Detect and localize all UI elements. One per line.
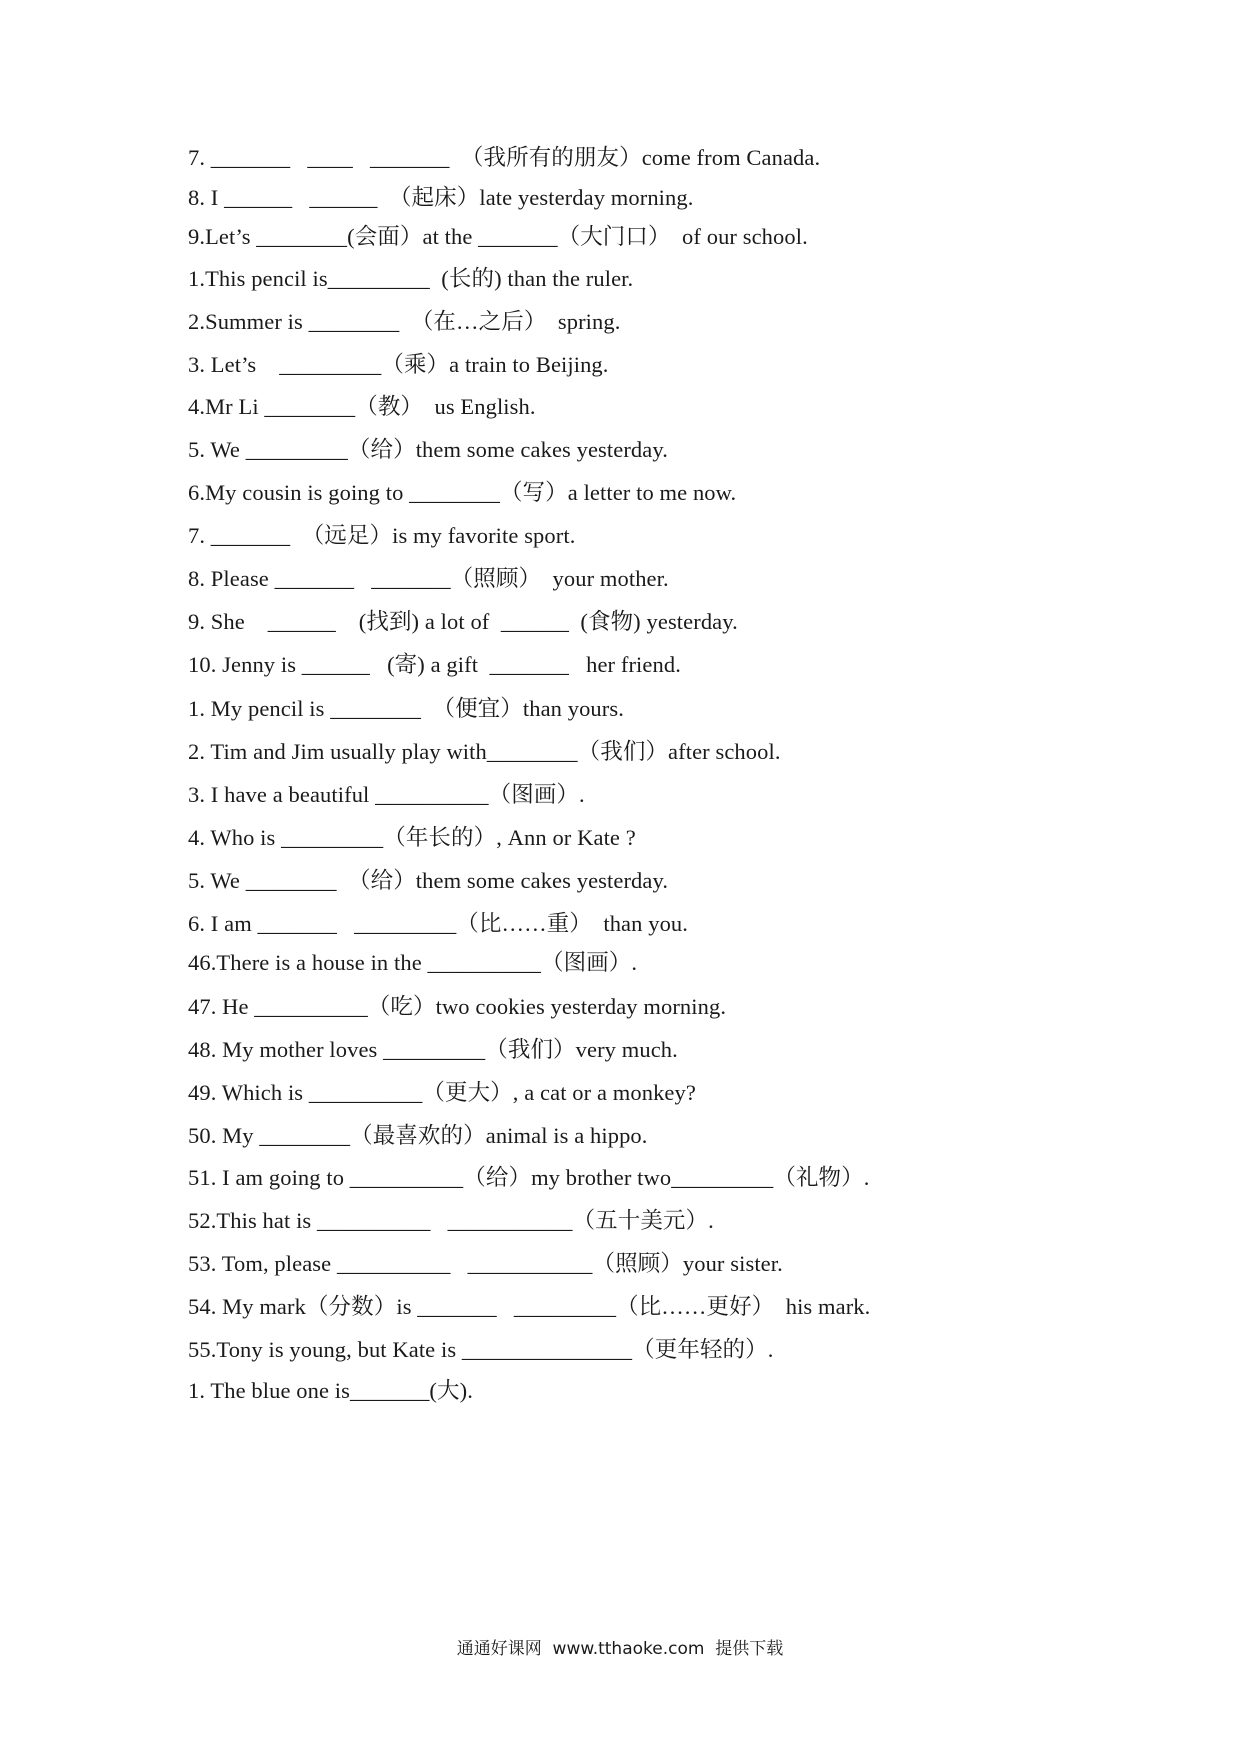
exercise-line: 52.This hat is __________ ___________（五十美元）.	[188, 1208, 714, 1233]
exercise-line: 6.My cousin is going to ________（写）a letter to me now.	[188, 480, 737, 505]
exercise-line: 1.This pencil is_________ (长的) than the ruler.	[188, 266, 634, 291]
exercise-line: 6. I am _______ _________（比……重） than you.	[188, 911, 688, 936]
exercise-line: 7. _______ （远足）is my favorite sport.	[188, 523, 576, 548]
exercise-line: 55.Tony is young, but Kate is _______________（更年轻的）.	[188, 1337, 774, 1362]
exercise-line: 46.There is a house in the __________（图画）.	[188, 950, 638, 975]
exercise-line: 53. Tom, please __________ ___________（照顾）your sister.	[188, 1251, 783, 1276]
exercise-line: 2. Tim and Jim usually play with________（我们）after school.	[188, 739, 781, 764]
exercise-line: 9. She ______ (找到) a lot of ______ (食物) yesterday.	[188, 609, 738, 634]
exercise-line: 3. Let’s _________（乘）a train to Beijing.	[188, 352, 609, 377]
exercise-line: 48. My mother loves _________（我们）very much.	[188, 1037, 678, 1062]
exercise-line: 9.Let’s ________(会面）at the _______（大门口） of our school.	[188, 224, 808, 249]
exercise-line: 47. He __________（吃）two cookies yesterday morning.	[188, 994, 727, 1019]
exercise-line: 10. Jenny is ______ (寄) a gift _______ her friend.	[188, 652, 681, 677]
exercise-line: 50. My ________（最喜欢的）animal is a hippo.	[188, 1123, 648, 1148]
exercise-line: 1. My pencil is ________ （便宜）than yours.	[188, 696, 624, 721]
exercise-line: 3. I have a beautiful __________（图画）.	[188, 782, 585, 807]
exercise-line: 49. Which is __________（更大）, a cat or a monkey?	[188, 1080, 696, 1105]
exercise-line: 8. I ______ ______ （起床）late yesterday morning.	[188, 185, 694, 210]
exercise-line: 2.Summer is ________ （在…之后） spring.	[188, 309, 621, 334]
download-footer: 通通好课网 www.tthaoke.com 提供下载	[456, 1639, 784, 1659]
exercise-line: 7. _______ ____ _______ （我所有的朋友）come from Canada.	[188, 145, 821, 170]
exercise-line: 51. I am going to __________（给）my brother two_________（礼物）.	[188, 1165, 870, 1190]
exercise-line: 5. We _________（给）them some cakes yesterday.	[188, 437, 668, 462]
exercise-line: 8. Please _______ _______（照顾） your mother.	[188, 566, 669, 591]
exercise-line: 4.Mr Li ________（教） us English.	[188, 394, 536, 419]
exercise-line: 54. My mark（分数）is _______ _________（比……更好） his mark.	[188, 1294, 871, 1319]
exercise-line: 1. The blue one is_______(大).	[188, 1378, 473, 1403]
exercise-line: 4. Who is _________（年长的）, Ann or Kate ?	[188, 825, 636, 850]
exercise-line: 5. We ________ （给）them some cakes yesterday.	[188, 868, 669, 893]
